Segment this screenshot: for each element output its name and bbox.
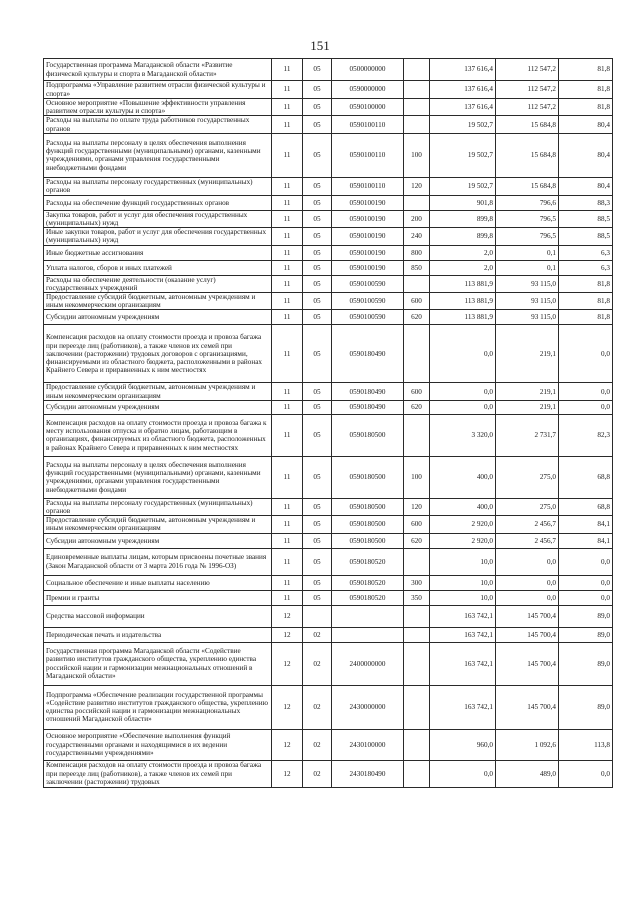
row-actual-amount: 2 456,7: [496, 533, 559, 548]
row-subsection: 05: [303, 260, 332, 275]
row-plan-amount: 163 742,1: [430, 605, 496, 627]
row-percent: 81,8: [559, 293, 613, 310]
row-section: 11: [272, 575, 303, 590]
row-plan-amount: 137 616,4: [430, 81, 496, 99]
budget-table: [43, 58, 613, 788]
row-actual-amount: 0,1: [496, 260, 559, 275]
row-percent: 0,0: [559, 325, 613, 383]
row-expense-type: [404, 642, 430, 685]
row-subsection: 05: [303, 575, 332, 590]
row-expense-type: 100: [404, 456, 430, 498]
row-name: Субсидии автономным учреждениям: [44, 310, 272, 325]
row-target-code: 0590100110: [332, 116, 404, 133]
row-plan-amount: 2 920,0: [430, 533, 496, 548]
table-row: [44, 133, 613, 177]
row-target-code: 0590180500: [332, 456, 404, 498]
row-expense-type: [404, 729, 430, 760]
row-plan-amount: 10,0: [430, 548, 496, 575]
row-plan-amount: 0,0: [430, 760, 496, 787]
row-target-code: 0590180500: [332, 414, 404, 456]
row-expense-type: 300: [404, 575, 430, 590]
row-section: 11: [272, 383, 303, 400]
row-plan-amount: 113 881,9: [430, 293, 496, 310]
row-plan-amount: 2 920,0: [430, 516, 496, 533]
row-percent: 89,0: [559, 685, 613, 729]
row-target-code: 0590180520: [332, 548, 404, 575]
row-expense-type: [404, 275, 430, 292]
row-section: 11: [272, 99, 303, 116]
row-actual-amount: 93 115,0: [496, 293, 559, 310]
table-row: [44, 195, 613, 210]
table-row: [44, 533, 613, 548]
row-subsection: 02: [303, 627, 332, 642]
row-subsection: 05: [303, 590, 332, 605]
row-section: 11: [272, 310, 303, 325]
row-name: Основное мероприятие «Повышение эффективности управления развитием отрасли культуры и спорта»: [44, 99, 272, 116]
row-target-code: 0500000000: [332, 59, 404, 81]
row-actual-amount: 275,0: [496, 498, 559, 515]
row-subsection: 05: [303, 456, 332, 498]
row-subsection: 05: [303, 533, 332, 548]
row-name: Государственная программа Магаданской области «Развитие физической культуры и спорта в Магаданской области»: [44, 59, 272, 81]
row-expense-type: [404, 81, 430, 99]
row-target-code: 2400000000: [332, 642, 404, 685]
row-subsection: 05: [303, 195, 332, 210]
row-name: Предоставление субсидий бюджетным, автономным учреждениям и иным некоммерческим организациям: [44, 293, 272, 310]
row-subsection: 05: [303, 310, 332, 325]
row-plan-amount: 137 616,4: [430, 59, 496, 81]
row-percent: 80,4: [559, 133, 613, 177]
row-section: 11: [272, 498, 303, 515]
row-actual-amount: 796,6: [496, 195, 559, 210]
row-subsection: 05: [303, 228, 332, 245]
table-row: [44, 627, 613, 642]
row-name: Основное мероприятие «Обеспечение выполнения функций государственными органами и находящимися в их ведении государственными учреждениями»: [44, 729, 272, 760]
row-plan-amount: 10,0: [430, 590, 496, 605]
row-percent: 88,3: [559, 195, 613, 210]
row-plan-amount: 0,0: [430, 383, 496, 400]
row-name: Закупка товаров, работ и услуг для обеспечения государственных (муниципальных) нужд: [44, 210, 272, 227]
row-target-code: 2430000000: [332, 685, 404, 729]
row-actual-amount: 93 115,0: [496, 310, 559, 325]
table-row: [44, 685, 613, 729]
row-name: Расходы на выплаты персоналу в целях обеспечения выполнения функций государственными (муниципальными) органами, казенными учреждениями, органами управления государственными внебюджетными фондами: [44, 456, 272, 498]
row-subsection: 05: [303, 99, 332, 116]
row-percent: 6,3: [559, 245, 613, 260]
table-row: [44, 400, 613, 414]
row-name: Уплата налогов, сборов и иных платежей: [44, 260, 272, 275]
row-expense-type: 600: [404, 383, 430, 400]
table-row: [44, 325, 613, 383]
row-target-code: 0590100110: [332, 133, 404, 177]
row-section: 12: [272, 729, 303, 760]
table-row: [44, 575, 613, 590]
row-plan-amount: 901,8: [430, 195, 496, 210]
row-expense-type: 620: [404, 310, 430, 325]
table-row: [44, 275, 613, 292]
row-actual-amount: 489,0: [496, 760, 559, 787]
row-section: 11: [272, 260, 303, 275]
row-section: 12: [272, 642, 303, 685]
row-section: 12: [272, 627, 303, 642]
row-expense-type: 240: [404, 228, 430, 245]
row-name: Расходы на обеспечение деятельности (оказание услуг) государственных учреждений: [44, 275, 272, 292]
row-percent: 89,0: [559, 642, 613, 685]
row-percent: 84,1: [559, 516, 613, 533]
table-row: [44, 590, 613, 605]
row-actual-amount: 1 092,6: [496, 729, 559, 760]
row-actual-amount: 15 684,8: [496, 177, 559, 195]
row-subsection: 05: [303, 293, 332, 310]
row-expense-type: 120: [404, 177, 430, 195]
row-percent: 6,3: [559, 260, 613, 275]
row-expense-type: [404, 685, 430, 729]
row-target-code: 0590100110: [332, 177, 404, 195]
row-plan-amount: 2,0: [430, 245, 496, 260]
row-percent: 0,0: [559, 760, 613, 787]
row-expense-type: 600: [404, 516, 430, 533]
table-row: [44, 177, 613, 195]
row-section: 11: [272, 177, 303, 195]
row-name: Предоставление субсидий бюджетным, автономным учреждениям и иным некоммерческим организациям: [44, 516, 272, 533]
row-name: Предоставление субсидий бюджетным, автономным учреждениям и иным некоммерческим организациям: [44, 383, 272, 400]
row-name: Подпрограмма «Управление развитием отрасли физической культуры и спорта»: [44, 81, 272, 99]
row-actual-amount: 112 547,2: [496, 99, 559, 116]
row-plan-amount: 163 742,1: [430, 685, 496, 729]
row-section: 11: [272, 133, 303, 177]
row-plan-amount: 960,0: [430, 729, 496, 760]
row-target-code: 0590100190: [332, 228, 404, 245]
table-row: [44, 210, 613, 227]
row-subsection: 05: [303, 516, 332, 533]
table-row: [44, 116, 613, 133]
row-target-code: 0590100190: [332, 195, 404, 210]
row-plan-amount: 113 881,9: [430, 275, 496, 292]
row-actual-amount: 15 684,8: [496, 116, 559, 133]
row-target-code: 0590100590: [332, 275, 404, 292]
row-section: 11: [272, 548, 303, 575]
row-actual-amount: 0,1: [496, 245, 559, 260]
row-section: 12: [272, 760, 303, 787]
row-name: Периодическая печать и издательства: [44, 627, 272, 642]
row-plan-amount: 2,0: [430, 260, 496, 275]
row-name: Субсидии автономным учреждениям: [44, 533, 272, 548]
row-expense-type: 620: [404, 400, 430, 414]
row-section: 11: [272, 195, 303, 210]
row-section: 11: [272, 293, 303, 310]
table-row: [44, 642, 613, 685]
table-row: [44, 99, 613, 116]
row-plan-amount: 899,8: [430, 210, 496, 227]
row-section: 11: [272, 414, 303, 456]
row-target-code: 0590100590: [332, 310, 404, 325]
row-actual-amount: 112 547,2: [496, 59, 559, 81]
row-percent: 68,8: [559, 498, 613, 515]
row-section: 12: [272, 605, 303, 627]
row-expense-type: 600: [404, 293, 430, 310]
row-target-code: 0590180500: [332, 516, 404, 533]
row-actual-amount: 93 115,0: [496, 275, 559, 292]
row-percent: 0,0: [559, 590, 613, 605]
row-percent: 0,0: [559, 400, 613, 414]
row-percent: 81,8: [559, 310, 613, 325]
row-expense-type: 620: [404, 533, 430, 548]
table-row: [44, 516, 613, 533]
row-subsection: 05: [303, 133, 332, 177]
table-row: [44, 293, 613, 310]
row-percent: 81,8: [559, 81, 613, 99]
row-plan-amount: 19 502,7: [430, 133, 496, 177]
table-row: [44, 310, 613, 325]
row-expense-type: 120: [404, 498, 430, 515]
row-section: 11: [272, 59, 303, 81]
row-expense-type: [404, 195, 430, 210]
row-percent: 88,5: [559, 210, 613, 227]
row-name: Социальное обеспечение и иные выплаты населению: [44, 575, 272, 590]
row-expense-type: 200: [404, 210, 430, 227]
row-subsection: 05: [303, 548, 332, 575]
row-plan-amount: 113 881,9: [430, 310, 496, 325]
row-plan-amount: 10,0: [430, 575, 496, 590]
row-subsection: 05: [303, 245, 332, 260]
row-subsection: 02: [303, 685, 332, 729]
row-plan-amount: 0,0: [430, 325, 496, 383]
row-subsection: 05: [303, 498, 332, 515]
table-row: [44, 260, 613, 275]
row-target-code: 0590100190: [332, 245, 404, 260]
row-percent: 81,8: [559, 275, 613, 292]
row-actual-amount: 15 684,8: [496, 133, 559, 177]
row-expense-type: [404, 325, 430, 383]
row-name: Компенсация расходов на оплату стоимости проезда и провоза багажа при переезде лиц (работников), а также членов их семей при заключении (расторжении) трудовых договоров с организациями, финансируемыми из областного бюджета, расположенными в районах Крайнего Севера и приравненных к ним местностях: [44, 325, 272, 383]
row-subsection: 02: [303, 642, 332, 685]
table-row: [44, 245, 613, 260]
row-plan-amount: 19 502,7: [430, 116, 496, 133]
row-plan-amount: 3 320,0: [430, 414, 496, 456]
row-section: 11: [272, 245, 303, 260]
row-actual-amount: 796,5: [496, 210, 559, 227]
row-expense-type: 100: [404, 133, 430, 177]
row-plan-amount: 400,0: [430, 456, 496, 498]
row-section: 11: [272, 325, 303, 383]
row-subsection: 05: [303, 400, 332, 414]
row-name: Иные бюджетные ассигнования: [44, 245, 272, 260]
row-name: Расходы на обеспечение функций государственных органов: [44, 195, 272, 210]
row-name: Единовременные выплаты лицам, которым присвоены почетные звания (Закон Магаданской области от 3 марта 2016 года № 1996-ОЗ): [44, 548, 272, 575]
row-percent: 89,0: [559, 605, 613, 627]
row-section: 11: [272, 210, 303, 227]
row-actual-amount: 796,5: [496, 228, 559, 245]
row-percent: 89,0: [559, 627, 613, 642]
row-name: Подпрограмма «Обеспечение реализации государственной программы «Содействие развитию институтов гражданского общества, укреплению единства российской нации и гармонизации межнациональных отношений Магаданской области»: [44, 685, 272, 729]
table-row: [44, 729, 613, 760]
row-subsection: 05: [303, 177, 332, 195]
table-row: [44, 59, 613, 81]
row-actual-amount: 145 700,4: [496, 685, 559, 729]
row-subsection: 05: [303, 59, 332, 81]
row-name: Иные закупки товаров, работ и услуг для обеспечения государственных (муниципальных) нужд: [44, 228, 272, 245]
row-target-code: 0590180520: [332, 575, 404, 590]
row-target-code: 0590180490: [332, 325, 404, 383]
table-row: [44, 81, 613, 99]
row-name: Средства массовой информации: [44, 605, 272, 627]
row-percent: 0,0: [559, 548, 613, 575]
row-expense-type: 850: [404, 260, 430, 275]
row-plan-amount: 0,0: [430, 400, 496, 414]
row-expense-type: 800: [404, 245, 430, 260]
table-row: [44, 414, 613, 456]
row-percent: 88,5: [559, 228, 613, 245]
row-section: 11: [272, 116, 303, 133]
row-actual-amount: 219,1: [496, 325, 559, 383]
row-plan-amount: 400,0: [430, 498, 496, 515]
row-plan-amount: 163 742,1: [430, 642, 496, 685]
row-plan-amount: 19 502,7: [430, 177, 496, 195]
row-percent: 81,8: [559, 99, 613, 116]
row-subsection: 05: [303, 414, 332, 456]
row-plan-amount: 899,8: [430, 228, 496, 245]
row-actual-amount: 2 456,7: [496, 516, 559, 533]
row-target-code: 0590180490: [332, 383, 404, 400]
row-target-code: 2430180490: [332, 760, 404, 787]
row-name: Премии и гранты: [44, 590, 272, 605]
row-percent: 82,3: [559, 414, 613, 456]
row-expense-type: [404, 116, 430, 133]
table-row: [44, 383, 613, 400]
row-section: 11: [272, 81, 303, 99]
row-section: 11: [272, 516, 303, 533]
row-actual-amount: 275,0: [496, 456, 559, 498]
row-percent: 80,4: [559, 177, 613, 195]
row-expense-type: 350: [404, 590, 430, 605]
row-target-code: 0590180490: [332, 400, 404, 414]
row-actual-amount: 145 700,4: [496, 642, 559, 685]
row-expense-type: [404, 605, 430, 627]
row-section: 12: [272, 685, 303, 729]
row-actual-amount: 219,1: [496, 383, 559, 400]
row-name: Расходы на выплаты персоналу в целях обеспечения выполнения функций государственными (муниципальными) органами, казенными учреждениями, органами управления государственными внебюджетными фондами: [44, 133, 272, 177]
row-subsection: 05: [303, 116, 332, 133]
row-section: 11: [272, 456, 303, 498]
row-plan-amount: 163 742,1: [430, 627, 496, 642]
row-subsection: 02: [303, 760, 332, 787]
row-section: 11: [272, 533, 303, 548]
row-expense-type: [404, 59, 430, 81]
row-actual-amount: 219,1: [496, 400, 559, 414]
row-name: Государственная программа Магаданской области «Содействие развитию институтов гражданского общества, укреплению единства российской нации и гармонизации межнациональных отношений в Магаданской области»: [44, 642, 272, 685]
row-actual-amount: 112 547,2: [496, 81, 559, 99]
row-actual-amount: 0,0: [496, 548, 559, 575]
row-subsection: 05: [303, 325, 332, 383]
row-name: Субсидии автономным учреждениям: [44, 400, 272, 414]
row-percent: 68,8: [559, 456, 613, 498]
row-target-code: 0590180500: [332, 533, 404, 548]
row-actual-amount: 2 731,7: [496, 414, 559, 456]
row-target-code: 0590180520: [332, 590, 404, 605]
row-section: 11: [272, 400, 303, 414]
row-target-code: 0590180500: [332, 498, 404, 515]
table-row: [44, 228, 613, 245]
row-target-code: 0590100590: [332, 293, 404, 310]
row-percent: 0,0: [559, 383, 613, 400]
table-row: [44, 605, 613, 627]
row-percent: 113,8: [559, 729, 613, 760]
row-target-code: 0590100000: [332, 99, 404, 116]
table-row: [44, 456, 613, 498]
row-target-code: [332, 627, 404, 642]
row-subsection: 05: [303, 210, 332, 227]
row-target-code: 0590100190: [332, 210, 404, 227]
row-subsection: 05: [303, 383, 332, 400]
row-subsection: [303, 605, 332, 627]
row-actual-amount: 0,0: [496, 575, 559, 590]
row-percent: 0,0: [559, 575, 613, 590]
row-expense-type: [404, 548, 430, 575]
row-percent: 84,1: [559, 533, 613, 548]
row-percent: 80,4: [559, 116, 613, 133]
table-row: [44, 548, 613, 575]
row-subsection: 05: [303, 275, 332, 292]
row-target-code: 2430100000: [332, 729, 404, 760]
row-percent: 81,8: [559, 59, 613, 81]
row-name: Расходы на выплаты по оплате труда работников государственных органов: [44, 116, 272, 133]
page-number: 151: [310, 38, 330, 53]
row-subsection: 05: [303, 81, 332, 99]
row-plan-amount: 137 616,4: [430, 99, 496, 116]
row-expense-type: [404, 627, 430, 642]
row-target-code: 0590000000: [332, 81, 404, 99]
row-section: 11: [272, 228, 303, 245]
row-expense-type: [404, 414, 430, 456]
row-expense-type: [404, 760, 430, 787]
row-actual-amount: 145 700,4: [496, 627, 559, 642]
row-expense-type: [404, 99, 430, 116]
row-section: 11: [272, 275, 303, 292]
row-name: Расходы на выплаты персоналу государственных (муниципальных) органов: [44, 498, 272, 515]
table-row: [44, 760, 613, 787]
row-name: Компенсация расходов на оплату стоимости проезда и провоза багажа к месту использования отпуска и обратно лицам, работающим в организациях, финансируемых из областного бюджета, расположенных в районах Крайнего Севера и приравненных к ним местностях: [44, 414, 272, 456]
row-name: Компенсация расходов на оплату стоимости проезда и провоза багажа при переезде лиц (работников), а также членов их семей при заключении (расторжении) трудовых: [44, 760, 272, 787]
row-actual-amount: 145 700,4: [496, 605, 559, 627]
row-target-code: 0590100190: [332, 260, 404, 275]
row-name: Расходы на выплаты персоналу государственных (муниципальных) органов: [44, 177, 272, 195]
row-section: 11: [272, 590, 303, 605]
row-subsection: 02: [303, 729, 332, 760]
table-row: [44, 498, 613, 515]
row-actual-amount: 0,0: [496, 590, 559, 605]
row-target-code: [332, 605, 404, 627]
